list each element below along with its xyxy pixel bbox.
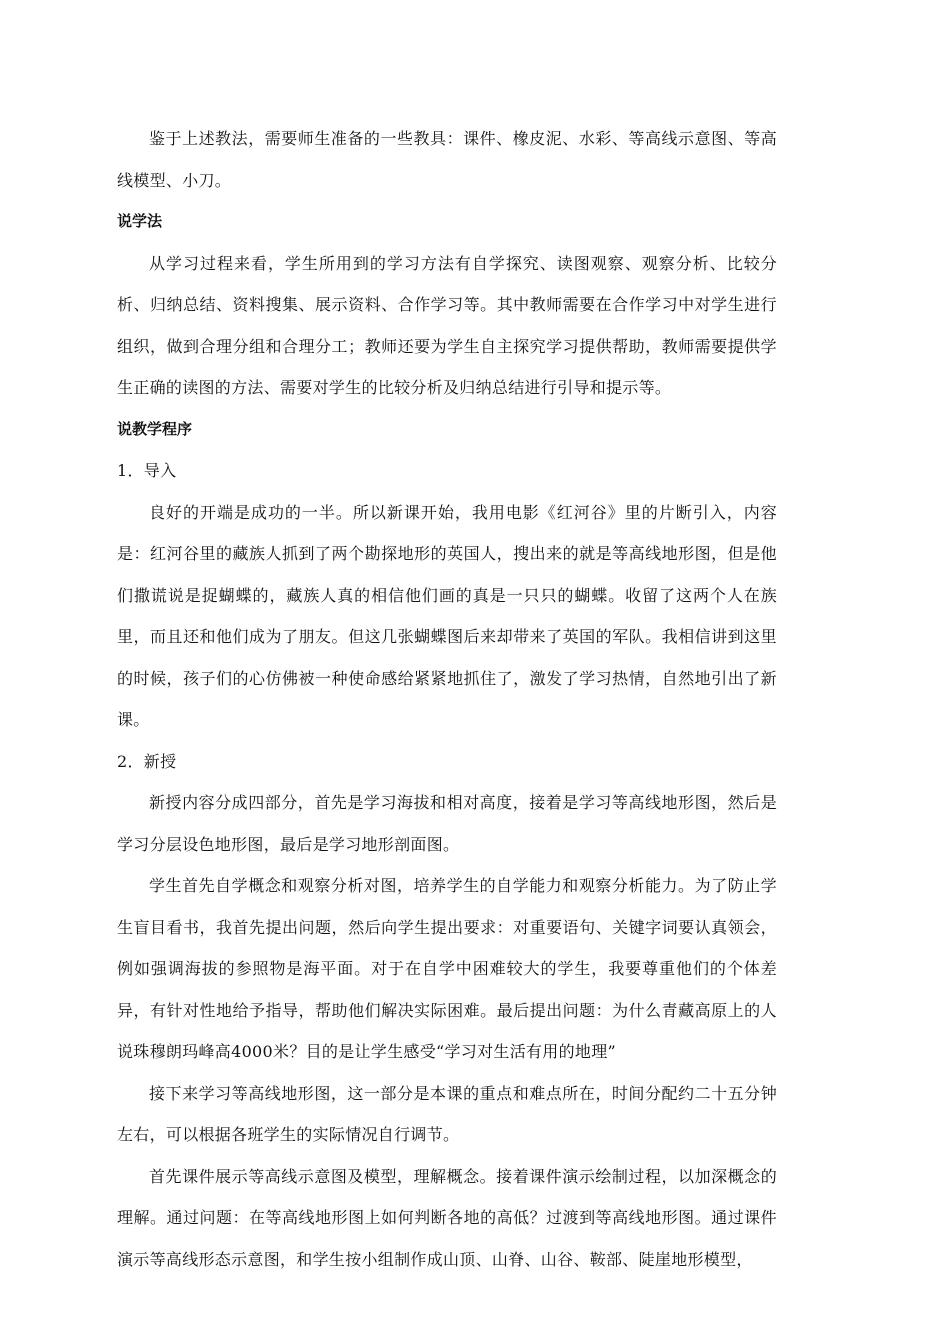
paragraph-new-lesson-overview: 新授内容分成四部分，首先是学习海拔和相对高度，接着是学习等高线地形图，然后是学习分层设色地形图，最后是学习地形剖面图。	[117, 793, 777, 854]
heading-teaching-procedure: 说教学程序	[117, 419, 193, 438]
step-intro-label: 1．导入	[117, 461, 177, 480]
paragraph-contour-map: 接下来学习等高线地形图，这一部分是本课的重点和难点所在，时间分配约二十五分钟左右，可以根据各班学生的实际情况自行调节。	[117, 1083, 777, 1144]
paragraph-teaching-aids: 鉴于上述教法，需要师生准备的一些教具：课件、橡皮泥、水彩、等高线示意图、等高线模型、小刀。	[117, 129, 777, 190]
paragraph-courseware-demo: 首先课件展示等高线示意图及模型，理解概念。接着课件演示绘制过程，以加深概念的理解。通过问题：在等高线地形图上如何判断各地的高低？过渡到等高线地形图。通过课件演示等高线形态示意图，和学生按小组制作成山顶、山脊、山谷、鞍部、陡崖地形模型，	[117, 1166, 777, 1269]
paragraph-self-study: 学生首先自学概念和观察分析对图，培养学生的自学能力和观察分析能力。为了防止学生盲目看书，我首先提出问题，然后向学生提出要求：对重要语句、关键字词要认真领会，例如强调海拔的参照物是海平面。对于在自学中困难较大的学生，我要尊重他们的个体差异，有针对性地给予指导，帮助他们解决实际困难。最后提出问题：为什么青藏高原上的人说珠穆朗玛峰高4000米？目的是让学生感受“学习对生活有用的地理”	[117, 876, 777, 1061]
paragraph-intro: 良好的开端是成功的一半。所以新课开始，我用电影《红河谷》里的片断引入，内容是：红河谷里的藏族人抓到了两个勘探地形的英国人，搜出来的就是等高线地形图，但是他们撒谎说是捉蝴蝶的，藏族人真的相信他们画的真是一只只的蝴蝶。收留了这两个人在族里，而且还和他们成为了朋友。但这几张蝴蝶图后来却带来了英国的军队。我相信讲到这里的时候，孩子们的心仿佛被一种使命感给紧紧地抓住了，激发了学习热情，自然地引出了新课。	[117, 502, 777, 729]
heading-study-method: 说学法	[117, 212, 163, 230]
paragraph-study-method: 从学习过程来看，学生所用到的学习方法有自学探究、读图观察、观察分析、比较分析、归纳总结、资料搜集、展示资料、合作学习等。其中教师需要在合作学习中对学生进行组织，做到合理分组和合理分工；教师还要为学生自主探究学习提供帮助，教师需要提供学生正确的读图的方法、需要对学生的比较分析及归纳总结进行引导和提示等。	[117, 253, 777, 397]
document-body	[117, 118, 777, 1280]
step-new-lesson-label: 2．新授	[117, 751, 177, 771]
